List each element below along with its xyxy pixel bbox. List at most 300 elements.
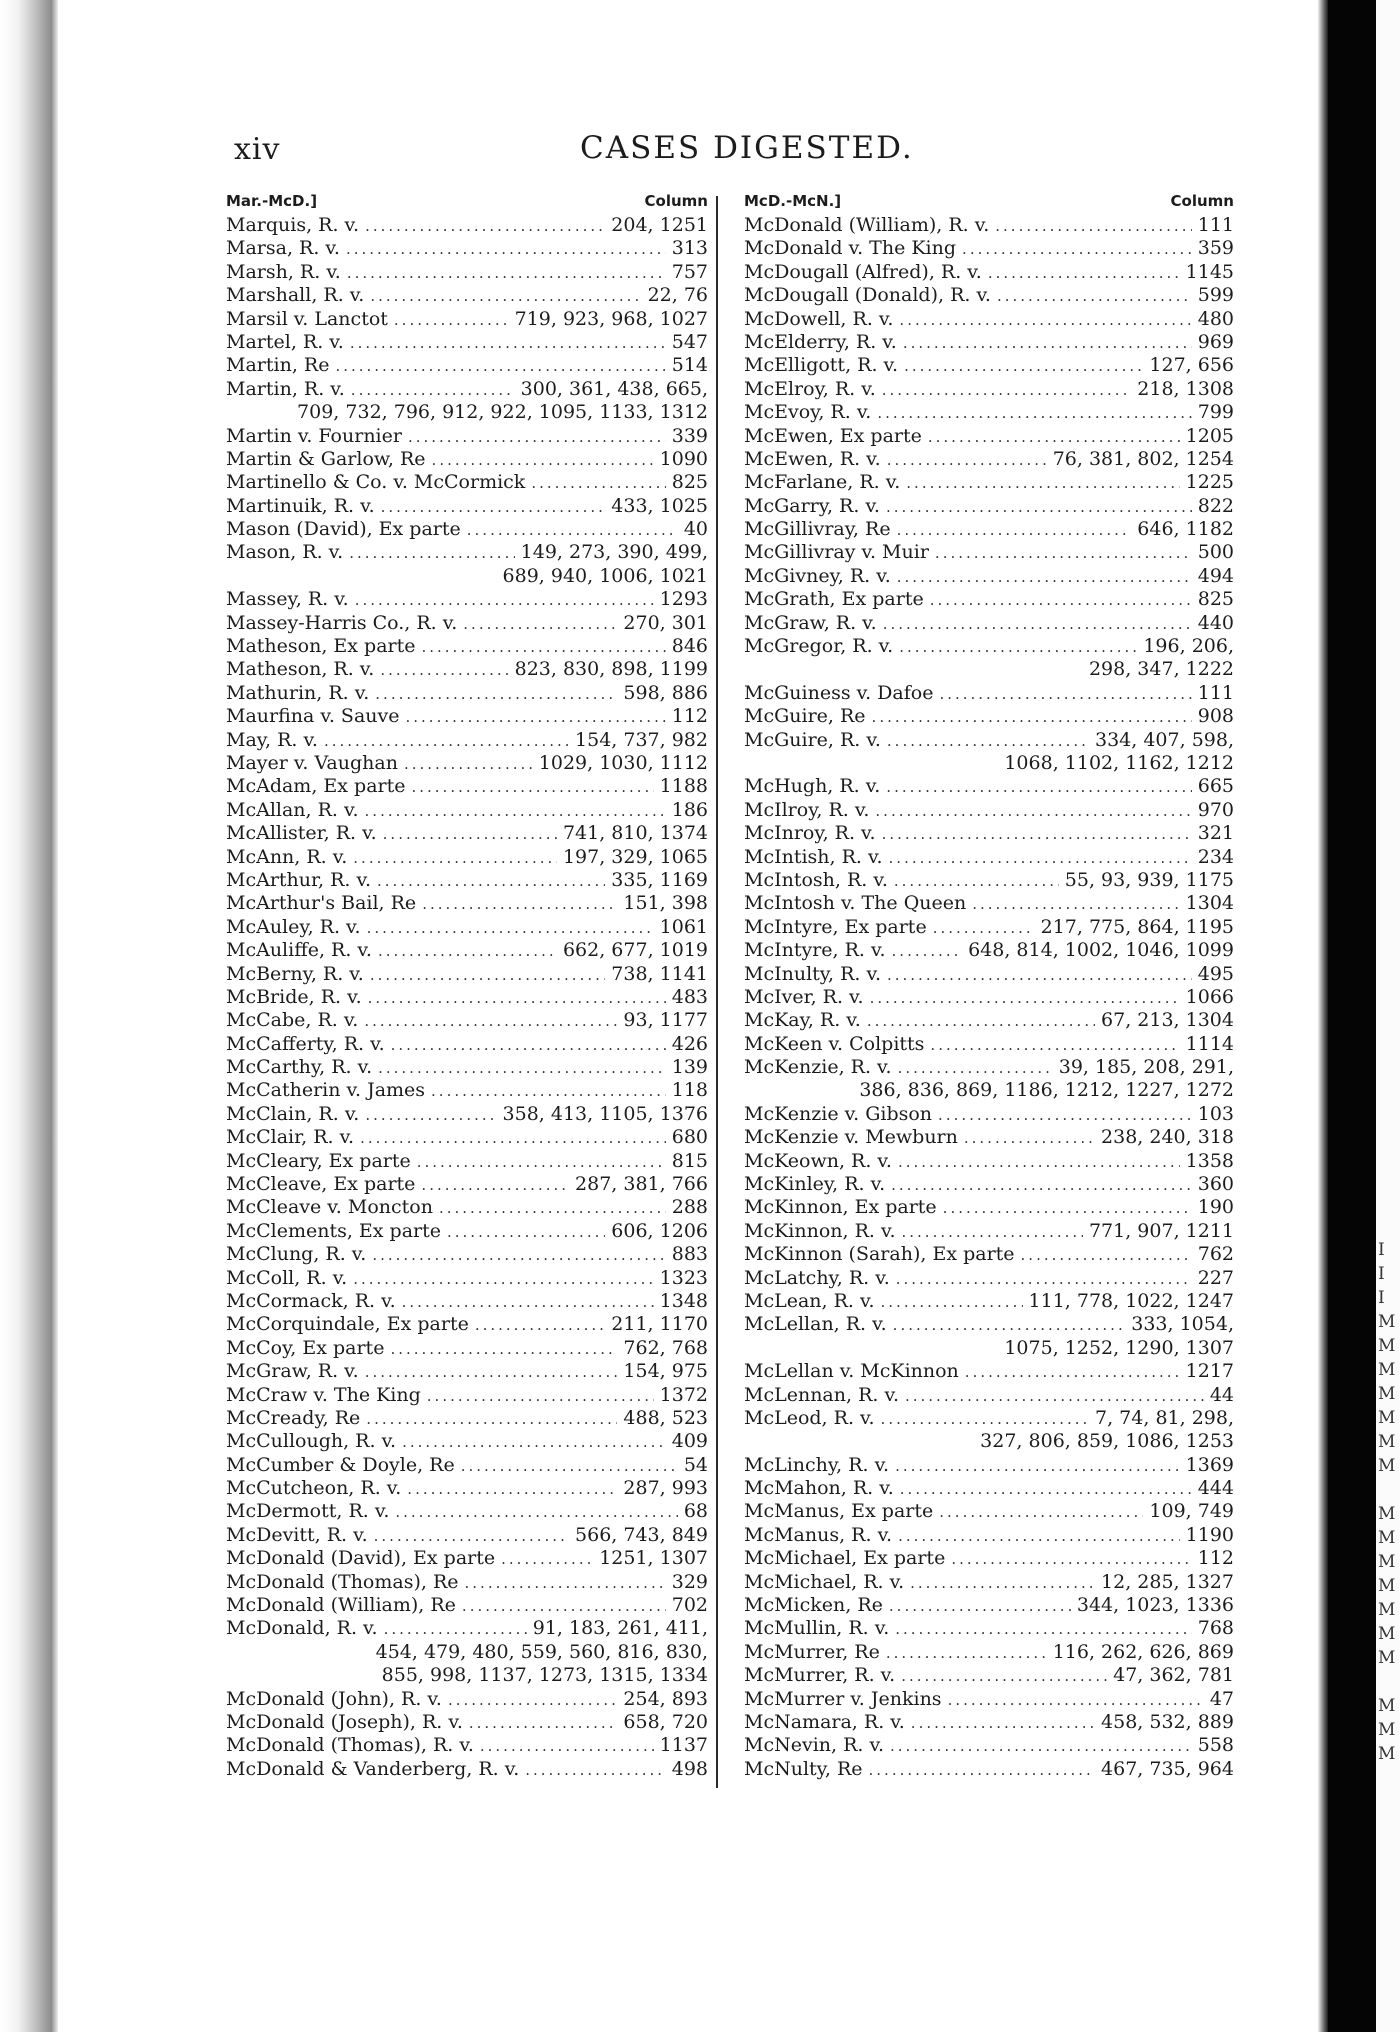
case-entry	[744, 1290, 1234, 1313]
case-name: Martin v. Fournier	[226, 424, 402, 447]
dot-leader	[869, 1759, 1096, 1782]
case-entry	[744, 775, 1234, 798]
column-references: 47, 362, 781	[1113, 1664, 1234, 1687]
case-name: McColl, R. v.	[226, 1266, 348, 1289]
case-entry	[226, 1407, 708, 1430]
column-references: 648, 814, 1002, 1046, 1099	[968, 939, 1234, 962]
column-references: 1188	[659, 775, 708, 798]
case-name: McGregor, R. v.	[744, 635, 894, 658]
case-entry	[744, 799, 1234, 822]
case-name: McMahon, R. v.	[744, 1477, 894, 1500]
column-references: 103	[1197, 1102, 1234, 1125]
case-entry	[226, 939, 708, 962]
case-entry	[744, 1033, 1234, 1056]
column-references: 483	[671, 985, 708, 1008]
case-entry	[226, 1758, 708, 1781]
case-entry	[744, 1126, 1234, 1149]
case-entry	[226, 425, 708, 448]
column-references: 738, 1141	[611, 962, 708, 985]
column-references: 211, 1170	[611, 1313, 708, 1336]
dot-leader	[465, 1572, 666, 1595]
case-name: McAnn, R. v.	[226, 845, 348, 868]
book-gutter	[0, 0, 52, 2032]
dot-leader	[390, 1338, 617, 1361]
case-name: McElroy, R. v.	[744, 377, 876, 400]
column-references: 658, 720	[623, 1711, 708, 1733]
dot-leader	[900, 1478, 1192, 1501]
case-entry	[744, 916, 1234, 939]
column-references: 1061	[659, 915, 708, 938]
case-entry	[744, 963, 1234, 986]
dot-leader	[377, 870, 605, 893]
column-references: 1251, 1307	[599, 1547, 708, 1570]
dot-leader	[347, 262, 666, 285]
case-name: McArthur, R. v.	[226, 868, 371, 891]
column-references: 44	[1209, 1383, 1234, 1406]
dot-leader	[355, 589, 654, 612]
case-name: McCarthy, R. v.	[226, 1056, 373, 1079]
case-entry	[226, 1243, 708, 1266]
column-references: 334, 407, 598,	[1095, 728, 1234, 751]
case-name: McLellan v. McKinnon	[744, 1360, 959, 1383]
case-name: McMichael, Ex parte	[744, 1547, 946, 1570]
dot-leader	[525, 1759, 666, 1782]
column-references: 846	[671, 635, 708, 658]
case-entry	[226, 331, 708, 354]
column-references: 118	[671, 1079, 708, 1102]
column-references: 254, 893	[623, 1687, 708, 1710]
case-name: Marshall, R. v.	[226, 284, 365, 307]
dot-leader	[904, 355, 1143, 378]
dot-leader	[962, 238, 1192, 261]
dot-leader	[346, 238, 666, 261]
case-name: McInulty, R. v.	[744, 962, 881, 985]
dot-leader	[898, 1525, 1180, 1548]
dot-leader	[381, 496, 606, 519]
dot-leader	[350, 332, 666, 355]
dot-leader	[384, 1618, 527, 1641]
dot-leader	[930, 589, 1192, 612]
dot-leader	[910, 1572, 1095, 1595]
dot-leader	[896, 1268, 1192, 1291]
column-references: 109, 749	[1149, 1500, 1234, 1523]
case-name: Martinuik, R. v.	[226, 494, 375, 517]
case-entry	[744, 1477, 1234, 1500]
dot-leader	[948, 1689, 1204, 1712]
column-references: 825	[1197, 588, 1234, 611]
column-references: 741, 810, 1374	[562, 822, 708, 845]
dot-leader	[886, 1642, 1047, 1665]
case-entry	[744, 1313, 1234, 1336]
case-entry	[226, 1594, 708, 1617]
case-entry	[226, 1384, 708, 1407]
case-entry	[744, 612, 1234, 635]
case-entry	[226, 1033, 708, 1056]
column-references-continued: 709, 732, 796, 912, 922, 1095, 1133, 1312	[297, 401, 708, 424]
column-references: 1114	[1185, 1032, 1234, 1055]
dot-leader	[867, 1010, 1095, 1033]
case-entry	[744, 1173, 1234, 1196]
column-references: 186	[671, 798, 708, 821]
dot-leader	[875, 800, 1191, 823]
column-references: 270, 301	[623, 611, 708, 634]
column-references: 333, 1054,	[1131, 1313, 1234, 1336]
column-references: 321	[1197, 822, 1234, 845]
dot-leader	[972, 893, 1179, 916]
case-name: McArthur's Bail, Re	[226, 892, 417, 915]
column-references: 313	[671, 237, 708, 260]
case-entry	[744, 1267, 1234, 1290]
dot-leader	[898, 1057, 1053, 1080]
column-references: 825	[671, 471, 708, 494]
dot-leader	[903, 332, 1192, 355]
dot-leader	[365, 800, 666, 823]
case-name: McCatherin v. James	[226, 1079, 426, 1102]
case-name: McEvoy, R. v.	[744, 401, 872, 424]
column-references: 112	[1197, 1547, 1234, 1570]
dot-leader	[965, 1361, 1180, 1384]
dot-leader	[380, 659, 508, 682]
dot-leader	[364, 1010, 617, 1033]
column-references: 662, 677, 1019	[562, 939, 708, 962]
case-name: Mason (David), Ex parte	[226, 518, 461, 541]
column-references-continued: 689, 940, 1006, 1021	[502, 564, 708, 587]
case-entry	[226, 1477, 708, 1500]
dot-leader	[351, 379, 515, 402]
column-references: 1293	[659, 588, 708, 611]
dot-leader	[372, 1244, 665, 1267]
dot-leader	[899, 309, 1191, 332]
case-entry	[226, 237, 708, 260]
dot-leader	[898, 1151, 1180, 1174]
dot-leader	[933, 917, 1035, 940]
case-entry	[744, 1056, 1234, 1079]
case-name: McClung, R. v.	[226, 1243, 367, 1266]
dot-leader	[938, 1104, 1192, 1127]
dot-leader	[411, 776, 653, 799]
column-references-continued: 1075, 1252, 1290, 1307	[1004, 1336, 1234, 1359]
column-references-continued: 327, 806, 859, 1086, 1253	[980, 1430, 1234, 1453]
dot-leader	[531, 472, 665, 495]
dot-leader	[890, 1735, 1192, 1758]
case-name: McEwen, R. v.	[744, 447, 881, 470]
column-references: 908	[1197, 705, 1234, 728]
case-entry	[744, 1454, 1234, 1477]
column-references: 151, 398	[623, 892, 708, 915]
case-entry	[744, 682, 1234, 705]
case-entry	[226, 1267, 708, 1290]
dot-leader	[432, 449, 654, 472]
dot-leader	[447, 1221, 605, 1244]
column-references: 719, 923, 968, 1027	[514, 307, 708, 330]
column-references: 91, 183, 261, 411,	[532, 1617, 708, 1640]
dot-leader	[404, 753, 533, 776]
case-name: McAdam, Ex parte	[226, 775, 406, 798]
case-entry	[744, 214, 1234, 237]
dot-leader	[353, 847, 557, 870]
case-entry	[744, 1594, 1234, 1617]
column-references: 566, 743, 849	[575, 1523, 708, 1546]
case-name: McEwen, Ex parte	[744, 424, 922, 447]
page-number: xiv	[234, 132, 281, 167]
dot-leader	[408, 426, 666, 449]
dot-leader	[881, 1408, 1089, 1431]
column-references: 440	[1197, 611, 1234, 634]
case-entry	[226, 1500, 708, 1523]
case-name: McKinnon, Ex parte	[744, 1196, 937, 1219]
case-name: McIver, R. v.	[744, 985, 864, 1008]
case-entry	[226, 729, 708, 752]
dot-leader	[995, 215, 1191, 238]
case-name: McCorquindale, Ex parte	[226, 1313, 469, 1336]
case-name: McNamara, R. v.	[744, 1711, 905, 1733]
column-references: 970	[1197, 798, 1234, 821]
case-name: McIntyre, Ex parte	[744, 915, 927, 938]
dot-leader	[480, 1735, 654, 1758]
column-references: 116, 262, 626, 869	[1052, 1640, 1234, 1663]
dot-leader	[892, 940, 963, 963]
column-references: 799	[1197, 401, 1234, 424]
case-entry	[744, 1571, 1234, 1594]
column-references: 815	[671, 1149, 708, 1172]
dot-leader	[422, 893, 617, 916]
dot-leader	[367, 917, 654, 940]
dot-leader	[366, 1408, 617, 1431]
case-name: McCoy, Ex parte	[226, 1336, 385, 1359]
case-name: McInroy, R. v.	[744, 822, 876, 845]
case-entry	[226, 1126, 708, 1149]
adjacent-page-edge: I I I M M M M M M M M M M M M M M M M M	[1376, 0, 1400, 2032]
dot-leader	[365, 1361, 618, 1384]
dot-leader	[1021, 1244, 1192, 1267]
case-entry	[744, 1524, 1234, 1547]
case-name: McMurrer, R. v.	[744, 1664, 896, 1687]
dot-leader	[394, 309, 509, 332]
column-references: 409	[671, 1430, 708, 1453]
case-entry	[226, 1290, 708, 1313]
dot-leader	[893, 1314, 1126, 1337]
case-name: McDonald & Vanderberg, R. v.	[226, 1757, 520, 1780]
column-references: 433, 1025	[611, 494, 708, 517]
dot-leader	[899, 636, 1137, 659]
column-references: 1348	[659, 1289, 708, 1312]
dot-leader	[407, 1478, 617, 1501]
case-entry	[744, 425, 1234, 448]
dot-leader	[870, 987, 1180, 1010]
case-name: Martel, R. v.	[226, 330, 344, 353]
dot-leader	[417, 1151, 666, 1174]
case-name: Martin, Re	[226, 354, 330, 377]
dot-leader	[887, 964, 1192, 987]
case-entry	[744, 1009, 1234, 1032]
case-name: McClair, R. v.	[226, 1126, 355, 1149]
case-entry	[226, 588, 708, 611]
dot-leader	[902, 1221, 1083, 1244]
column-references: 1205	[1185, 424, 1234, 447]
case-list	[226, 214, 708, 1781]
dot-leader	[886, 496, 1192, 519]
case-entry	[226, 612, 708, 635]
column-references-continued: 1068, 1102, 1162, 1212	[1004, 751, 1234, 774]
case-name: McKenzie v. Gibson	[744, 1102, 933, 1125]
dot-leader	[891, 1174, 1192, 1197]
column-references: 238, 240, 318	[1101, 1126, 1234, 1149]
case-entry	[744, 1103, 1234, 1126]
case-entry	[744, 541, 1234, 564]
dot-leader	[889, 847, 1192, 870]
column-references: 217, 775, 864, 1195	[1040, 915, 1234, 938]
dot-leader	[353, 1268, 653, 1291]
case-name: McKenzie v. Mewburn	[744, 1126, 958, 1149]
column-references: 762	[1197, 1243, 1234, 1266]
case-entry	[744, 308, 1234, 331]
case-name: McNulty, Re	[744, 1757, 863, 1780]
case-name: McDonald (William), Re	[226, 1594, 456, 1617]
dot-leader	[421, 1174, 569, 1197]
column-references: 969	[1197, 330, 1234, 353]
column-references: 287, 381, 766	[575, 1173, 708, 1196]
dot-leader	[997, 285, 1192, 308]
dot-leader	[375, 683, 617, 706]
case-name: McClain, R. v.	[226, 1102, 360, 1125]
case-entry	[226, 1360, 708, 1383]
column-references: 680	[671, 1126, 708, 1149]
case-name: McManus, Ex parte	[744, 1500, 934, 1523]
column-references: 227	[1197, 1266, 1234, 1289]
dot-leader	[911, 1712, 1095, 1735]
case-entry	[226, 1009, 708, 1032]
dot-leader	[883, 613, 1192, 636]
case-entry	[226, 916, 708, 939]
case-entry	[226, 1524, 708, 1547]
column-references: 197, 329, 1065	[562, 845, 708, 868]
case-name: McKenzie, R. v.	[744, 1056, 892, 1079]
column-references: 1358	[1185, 1149, 1234, 1172]
case-name: McCabe, R. v.	[226, 1009, 359, 1032]
case-entry	[226, 799, 708, 822]
case-entry	[744, 1664, 1234, 1687]
case-name: McGraw, R. v.	[226, 1360, 359, 1383]
dot-leader	[378, 940, 557, 963]
column-references: 467, 735, 964	[1101, 1757, 1234, 1780]
dot-leader	[895, 1455, 1180, 1478]
case-name: McCumber & Doyle, Re	[226, 1453, 455, 1476]
case-entry	[226, 261, 708, 284]
case-entry	[744, 1617, 1234, 1640]
case-name: McKinnon (Sarah), Ex parte	[744, 1243, 1015, 1266]
column-range-label: McD.-McN.]	[744, 192, 842, 210]
case-name: McDonald (John), R. v.	[226, 1687, 442, 1710]
case-name: McAuley, R. v.	[226, 915, 361, 938]
case-name: Matheson, Ex parte	[226, 635, 416, 658]
case-name: McMichael, R. v.	[744, 1570, 905, 1593]
case-name: McLinchy, R. v.	[744, 1453, 890, 1476]
case-entry	[744, 939, 1234, 962]
column-references: 498	[671, 1757, 708, 1780]
dot-leader	[383, 823, 557, 846]
dot-leader	[395, 1501, 677, 1524]
column-references: 606, 1206	[611, 1219, 708, 1242]
case-name: McGraw, R. v.	[744, 611, 877, 634]
case-name: McDonald v. The King	[744, 237, 957, 260]
case-entry	[744, 401, 1234, 424]
case-name: McBerny, R. v.	[226, 962, 364, 985]
book-spine	[1318, 0, 1328, 2032]
column-references-continued: 855, 998, 1137, 1273, 1315, 1334	[381, 1664, 708, 1687]
case-name: McAllister, R. v.	[226, 822, 377, 845]
case-entry	[226, 1711, 708, 1734]
case-name: McIntosh v. The Queen	[744, 892, 967, 915]
case-entry	[226, 1103, 708, 1126]
index-column-right	[744, 192, 1234, 1781]
dot-leader	[402, 1431, 666, 1454]
dot-leader	[368, 987, 666, 1010]
case-name: McBride, R. v.	[226, 985, 362, 1008]
column-references: 154, 737, 982	[575, 728, 708, 751]
column-references: 823, 830, 898, 1199	[514, 658, 708, 681]
column-references: 444	[1197, 1477, 1234, 1500]
column-references: 196, 206,	[1143, 635, 1234, 658]
case-name: McGarry, R. v.	[744, 494, 880, 517]
case-name: McCleave v. Moncton	[226, 1196, 433, 1219]
case-name: McElderry, R. v.	[744, 330, 897, 353]
case-entry	[226, 658, 708, 681]
column-references: 558	[1197, 1734, 1234, 1757]
case-name: Mason, R. v.	[226, 541, 344, 564]
case-name: McLellan, R. v.	[744, 1313, 887, 1336]
column-references-continued: 454, 479, 480, 559, 560, 816, 830,	[375, 1640, 708, 1663]
case-name: McCafferty, R. v.	[226, 1032, 385, 1055]
case-name: Martin, R. v.	[226, 377, 345, 400]
case-name: Martinello & Co. v. McCormick	[226, 471, 526, 494]
case-entry	[744, 1641, 1234, 1664]
index-column-left	[226, 192, 708, 1781]
column-references: 458, 532, 889	[1101, 1711, 1234, 1733]
case-name: McLennan, R. v.	[744, 1383, 899, 1406]
column-references: 358, 413, 1105, 1376	[502, 1102, 708, 1125]
case-name: McGivney, R. v.	[744, 564, 891, 587]
case-entry	[226, 705, 708, 728]
case-entry	[226, 1150, 708, 1173]
column-references: 1145	[1185, 260, 1234, 283]
case-name: McKinnon, R. v.	[744, 1219, 896, 1242]
dot-leader	[943, 1197, 1192, 1220]
column-references: 204, 1251	[611, 214, 708, 236]
column-references-continued: 298, 347, 1222	[1088, 658, 1234, 681]
case-entry	[744, 1407, 1234, 1430]
case-name: Massey, R. v.	[226, 588, 349, 611]
dot-leader	[882, 823, 1192, 846]
column-references: 111, 778, 1022, 1247	[1028, 1289, 1234, 1312]
case-name: McHugh, R. v.	[744, 775, 881, 798]
dot-leader	[427, 1385, 654, 1408]
dot-leader	[324, 730, 569, 753]
case-entry	[744, 1688, 1234, 1711]
case-name: McDonald, R. v.	[226, 1617, 378, 1640]
column-references: 288	[671, 1196, 708, 1219]
case-name: Marsil v. Lanctot	[226, 307, 388, 330]
case-entry	[226, 1547, 708, 1570]
column-references: 598, 886	[623, 681, 708, 704]
column-references: 514	[671, 354, 708, 377]
dot-leader	[469, 1712, 618, 1735]
case-name: Matheson, R. v.	[226, 658, 375, 681]
case-list	[744, 214, 1234, 1781]
case-entry	[744, 1547, 1234, 1570]
case-name: McKeown, R. v.	[744, 1149, 892, 1172]
dot-leader	[881, 1291, 1023, 1314]
dot-leader	[501, 1548, 593, 1571]
